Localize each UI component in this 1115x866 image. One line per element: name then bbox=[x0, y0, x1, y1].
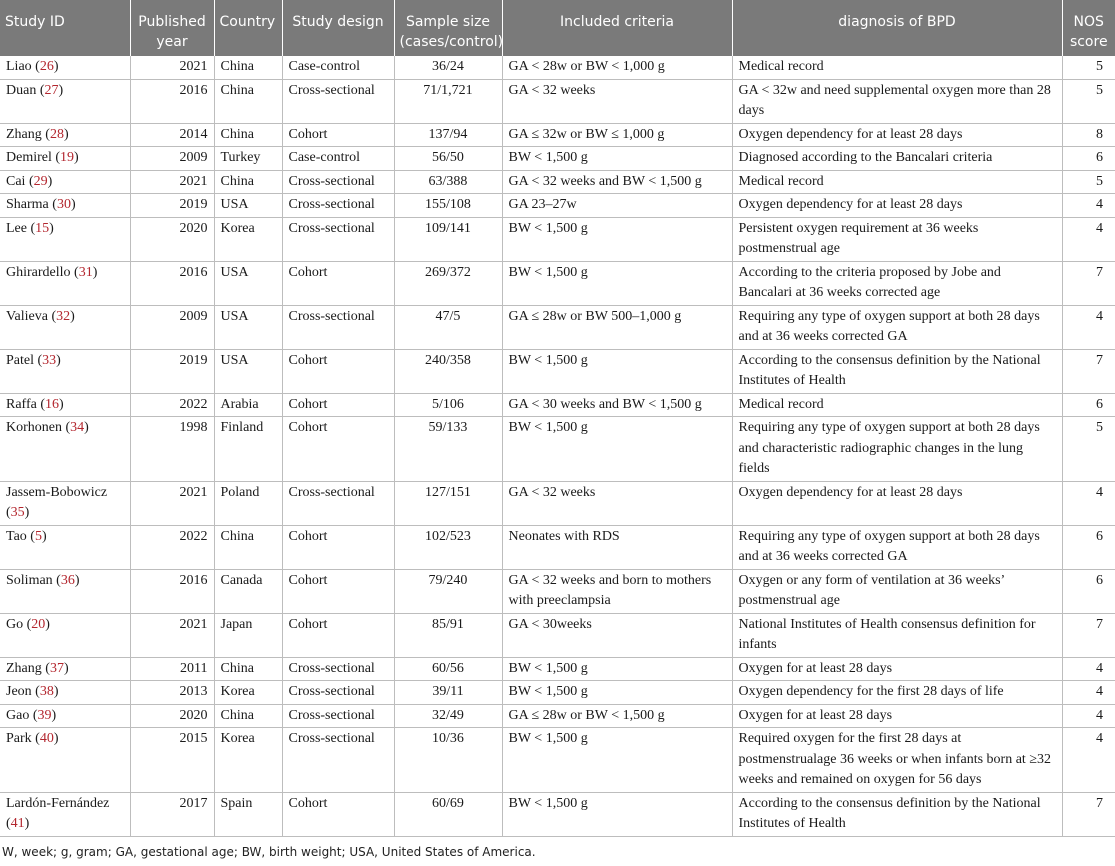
cell-published-year: 2009 bbox=[130, 305, 214, 349]
cell-included-criteria: GA < 32 weeks bbox=[502, 79, 732, 123]
table-row bbox=[0, 569, 1115, 613]
cell-diagnosis: Medical record bbox=[732, 170, 1062, 194]
cell-sample-size: 137/94 bbox=[394, 123, 502, 147]
cell-country: USA bbox=[214, 194, 282, 218]
cell-study-id: Duan (27) bbox=[0, 79, 130, 123]
cell-included-criteria: BW < 1,500 g bbox=[502, 728, 732, 793]
cell-country: Japan bbox=[214, 613, 282, 657]
cell-country: Spain bbox=[214, 792, 282, 836]
header-included-criteria: Included criteria bbox=[502, 0, 732, 56]
cell-included-criteria: GA < 30 weeks and BW < 1,500 g bbox=[502, 393, 732, 417]
cell-diagnosis: Required oxygen for the first 28 days at postmenstrualage 36 weeks or when infants born at ≥32 weeks and remained on oxygen for 56 days bbox=[732, 728, 1062, 793]
cell-diagnosis: Diagnosed according to the Bancalari criteria bbox=[732, 147, 1062, 171]
study-author: Patel bbox=[6, 352, 34, 368]
table-row bbox=[0, 393, 1115, 417]
cell-nos-score: 4 bbox=[1062, 681, 1115, 705]
cell-study-id: Cai (29) bbox=[0, 170, 130, 194]
cell-sample-size: 10/36 bbox=[394, 728, 502, 793]
cell-sample-size: 240/358 bbox=[394, 349, 502, 393]
cell-included-criteria: BW < 1,500 g bbox=[502, 217, 732, 261]
cell-study-design: Cross-sectional bbox=[282, 305, 394, 349]
table-row bbox=[0, 704, 1115, 728]
cell-country: China bbox=[214, 657, 282, 681]
reference-link[interactable]: 41 bbox=[10, 816, 25, 831]
cell-diagnosis: Persistent oxygen requirement at 36 weeks postmenstrual age bbox=[732, 217, 1062, 261]
cell-country: Korea bbox=[214, 217, 282, 261]
study-author: Valieva bbox=[6, 308, 48, 324]
cell-study-id: Jassem-Bobowicz (35) bbox=[0, 481, 130, 525]
cell-published-year: 2014 bbox=[130, 123, 214, 147]
cell-country: China bbox=[214, 123, 282, 147]
header-diagnosis: diagnosis of BPD bbox=[732, 0, 1062, 56]
study-author: Tao bbox=[6, 528, 27, 544]
header-nos-score: NOS score bbox=[1062, 0, 1115, 56]
reference-link[interactable]: 27 bbox=[44, 82, 59, 98]
cell-study-id: Valieva (32) bbox=[0, 305, 130, 349]
cell-study-design: Cross-sectional bbox=[282, 704, 394, 728]
study-author: Raffa bbox=[6, 396, 37, 412]
cell-included-criteria: GA ≤ 28w or BW 500–1,000 g bbox=[502, 305, 732, 349]
cell-nos-score: 4 bbox=[1062, 481, 1115, 525]
study-author: Jeon bbox=[6, 684, 32, 699]
cell-sample-size: 155/108 bbox=[394, 194, 502, 218]
reference-link[interactable]: 33 bbox=[42, 352, 57, 368]
table-row bbox=[0, 525, 1115, 569]
cell-included-criteria: GA < 28w or BW < 1,000 g bbox=[502, 56, 732, 79]
table-row bbox=[0, 728, 1115, 793]
table-row bbox=[0, 417, 1115, 482]
cell-diagnosis: Oxygen dependency for at least 28 days bbox=[732, 123, 1062, 147]
cell-study-design: Cross-sectional bbox=[282, 728, 394, 793]
table-row bbox=[0, 79, 1115, 123]
study-author: Liao bbox=[6, 59, 32, 74]
cell-country: China bbox=[214, 704, 282, 728]
cell-diagnosis: According to the consensus definition by the National Institutes of Health bbox=[732, 792, 1062, 836]
study-author: Sharma bbox=[6, 197, 49, 212]
study-author: Lee bbox=[6, 220, 27, 236]
reference-link[interactable]: 20 bbox=[31, 616, 46, 632]
reference-link[interactable]: 36 bbox=[60, 572, 75, 588]
reference-link[interactable]: 30 bbox=[56, 197, 71, 212]
cell-sample-size: 59/133 bbox=[394, 417, 502, 482]
cell-nos-score: 7 bbox=[1062, 349, 1115, 393]
cell-diagnosis: Requiring any type of oxygen support at both 28 days and at 36 weeks corrected GA bbox=[732, 525, 1062, 569]
cell-diagnosis: Requiring any type of oxygen support at both 28 days and at 36 weeks corrected GA bbox=[732, 305, 1062, 349]
cell-study-design: Cross-sectional bbox=[282, 170, 394, 194]
reference-link[interactable]: 5 bbox=[34, 528, 42, 544]
cell-country: Turkey bbox=[214, 147, 282, 171]
study-author: Lardón-Fernández bbox=[6, 795, 110, 811]
cell-nos-score: 7 bbox=[1062, 792, 1115, 836]
reference-link[interactable]: 16 bbox=[45, 396, 60, 412]
cell-study-design: Cross-sectional bbox=[282, 681, 394, 705]
table-row bbox=[0, 56, 1115, 79]
cell-study-design: Cross-sectional bbox=[282, 79, 394, 123]
cell-country: China bbox=[214, 170, 282, 194]
reference-link[interactable]: 34 bbox=[70, 420, 85, 435]
cell-study-design: Case-control bbox=[282, 56, 394, 79]
cell-included-criteria: BW < 1,500 g bbox=[502, 417, 732, 482]
cell-diagnosis: Oxygen dependency for at least 28 days bbox=[732, 194, 1062, 218]
cell-sample-size: 269/372 bbox=[394, 261, 502, 305]
cell-included-criteria: GA < 32 weeks and born to mothers with preeclampsia bbox=[502, 569, 732, 613]
cell-study-id: Gao (39) bbox=[0, 704, 130, 728]
cell-included-criteria: GA ≤ 28w or BW < 1,500 g bbox=[502, 704, 732, 728]
cell-published-year: 2022 bbox=[130, 393, 214, 417]
cell-nos-score: 6 bbox=[1062, 569, 1115, 613]
cell-included-criteria: GA ≤ 32w or BW ≤ 1,000 g bbox=[502, 123, 732, 147]
study-author: Zhang bbox=[6, 660, 42, 676]
study-author: Zhang bbox=[6, 126, 42, 142]
cell-nos-score: 4 bbox=[1062, 728, 1115, 793]
cell-study-design: Cohort bbox=[282, 417, 394, 482]
cell-study-design: Cross-sectional bbox=[282, 481, 394, 525]
cell-published-year: 2016 bbox=[130, 261, 214, 305]
cell-diagnosis: Oxygen for at least 28 days bbox=[732, 657, 1062, 681]
cell-study-design: Cross-sectional bbox=[282, 657, 394, 681]
cell-study-id: Patel (33) bbox=[0, 349, 130, 393]
table-row bbox=[0, 613, 1115, 657]
cell-diagnosis: According to the criteria proposed by Jobe and Bancalari at 36 weeks corrected age bbox=[732, 261, 1062, 305]
cell-published-year: 2017 bbox=[130, 792, 214, 836]
study-author: Demirel bbox=[6, 150, 52, 165]
table-row bbox=[0, 194, 1115, 218]
cell-sample-size: 60/56 bbox=[394, 657, 502, 681]
reference-link[interactable]: 38 bbox=[39, 684, 54, 699]
study-author: Park bbox=[6, 731, 32, 746]
cell-published-year: 2021 bbox=[130, 170, 214, 194]
table-row bbox=[0, 147, 1115, 171]
cell-nos-score: 4 bbox=[1062, 194, 1115, 218]
reference-link[interactable]: 37 bbox=[49, 660, 64, 676]
cell-published-year: 2021 bbox=[130, 481, 214, 525]
cell-country: Korea bbox=[214, 728, 282, 793]
cell-country: USA bbox=[214, 261, 282, 305]
cell-sample-size: 36/24 bbox=[394, 56, 502, 79]
cell-published-year: 2022 bbox=[130, 525, 214, 569]
study-author: Cai bbox=[6, 173, 26, 189]
cell-country: Finland bbox=[214, 417, 282, 482]
table-row bbox=[0, 217, 1115, 261]
cell-study-id: Zhang (37) bbox=[0, 657, 130, 681]
header-study-design: Study design bbox=[282, 0, 394, 56]
cell-study-id: Lee (15) bbox=[0, 217, 130, 261]
reference-link[interactable]: 19 bbox=[60, 150, 75, 165]
cell-nos-score: 5 bbox=[1062, 79, 1115, 123]
cell-published-year: 2015 bbox=[130, 728, 214, 793]
cell-diagnosis: Medical record bbox=[732, 56, 1062, 79]
cell-sample-size: 47/5 bbox=[394, 305, 502, 349]
cell-study-id: Liao (26) bbox=[0, 56, 130, 79]
reference-link[interactable]: 39 bbox=[37, 707, 52, 723]
header-row bbox=[0, 0, 1115, 56]
cell-study-id: Korhonen (34) bbox=[0, 417, 130, 482]
cell-nos-score: 7 bbox=[1062, 613, 1115, 657]
cell-study-design: Cohort bbox=[282, 792, 394, 836]
cell-included-criteria: GA < 30weeks bbox=[502, 613, 732, 657]
cell-country: Canada bbox=[214, 569, 282, 613]
cell-included-criteria: BW < 1,500 g bbox=[502, 261, 732, 305]
study-author: Ghirardello bbox=[6, 264, 71, 280]
cell-country: Korea bbox=[214, 681, 282, 705]
header-study-id: Study ID bbox=[0, 0, 130, 56]
cell-published-year: 2019 bbox=[130, 194, 214, 218]
cell-country: USA bbox=[214, 305, 282, 349]
cell-sample-size: 32/49 bbox=[394, 704, 502, 728]
cell-published-year: 2013 bbox=[130, 681, 214, 705]
cell-sample-size: 5/106 bbox=[394, 393, 502, 417]
cell-diagnosis: Oxygen for at least 28 days bbox=[732, 704, 1062, 728]
cell-study-id: Sharma (30) bbox=[0, 194, 130, 218]
cell-study-id: Soliman (36) bbox=[0, 569, 130, 613]
cell-study-id: Jeon (38) bbox=[0, 681, 130, 705]
header-published-year: Published year bbox=[130, 0, 214, 56]
study-author: Go bbox=[6, 616, 24, 632]
cell-published-year: 2020 bbox=[130, 217, 214, 261]
study-author: Korhonen bbox=[6, 420, 62, 435]
header-country: Country bbox=[214, 0, 282, 56]
reference-link[interactable]: 31 bbox=[78, 264, 93, 280]
reference-link[interactable]: 29 bbox=[33, 173, 48, 189]
cell-nos-score: 6 bbox=[1062, 393, 1115, 417]
cell-sample-size: 63/388 bbox=[394, 170, 502, 194]
cell-included-criteria: Neonates with RDS bbox=[502, 525, 732, 569]
cell-nos-score: 5 bbox=[1062, 56, 1115, 79]
cell-study-design: Cohort bbox=[282, 613, 394, 657]
study-author: Soliman bbox=[6, 572, 53, 588]
cell-included-criteria: BW < 1,500 g bbox=[502, 147, 732, 171]
cell-study-id: Tao (5) bbox=[0, 525, 130, 569]
cell-diagnosis: GA < 32w and need supplemental oxygen more than 28 days bbox=[732, 79, 1062, 123]
cell-published-year: 2020 bbox=[130, 704, 214, 728]
table-body bbox=[0, 56, 1115, 836]
cell-study-id: Lardón-Fernández (41) bbox=[0, 792, 130, 836]
cell-study-design: Cross-sectional bbox=[282, 194, 394, 218]
cell-study-design: Cohort bbox=[282, 123, 394, 147]
cell-included-criteria: GA 23–27w bbox=[502, 194, 732, 218]
cell-sample-size: 79/240 bbox=[394, 569, 502, 613]
cell-study-design: Cohort bbox=[282, 349, 394, 393]
cell-study-design: Cohort bbox=[282, 393, 394, 417]
cell-study-id: Park (40) bbox=[0, 728, 130, 793]
cell-sample-size: 71/1,721 bbox=[394, 79, 502, 123]
cell-diagnosis: Oxygen dependency for at least 28 days bbox=[732, 481, 1062, 525]
table-footnote: W, week; g, gram; GA, gestational age; BW, birth weight; USA, United States of America. bbox=[2, 844, 536, 859]
cell-diagnosis: Oxygen dependency for the first 28 days of life bbox=[732, 681, 1062, 705]
study-author: Jassem-Bobowicz bbox=[6, 484, 108, 500]
cell-published-year: 2016 bbox=[130, 569, 214, 613]
reference-link[interactable]: 35 bbox=[10, 505, 25, 520]
cell-published-year: 2021 bbox=[130, 56, 214, 79]
reference-link[interactable]: 28 bbox=[49, 126, 64, 142]
cell-diagnosis: National Institutes of Health consensus definition for infants bbox=[732, 613, 1062, 657]
reference-link[interactable]: 40 bbox=[39, 731, 54, 746]
cell-included-criteria: BW < 1,500 g bbox=[502, 657, 732, 681]
cell-nos-score: 5 bbox=[1062, 170, 1115, 194]
cell-country: Arabia bbox=[214, 393, 282, 417]
reference-link[interactable]: 15 bbox=[35, 220, 50, 236]
cell-study-id: Demirel (19) bbox=[0, 147, 130, 171]
cell-study-design: Cohort bbox=[282, 569, 394, 613]
table-row bbox=[0, 657, 1115, 681]
cell-country: USA bbox=[214, 349, 282, 393]
study-author: Duan bbox=[6, 82, 37, 98]
cell-included-criteria: GA < 32 weeks and BW < 1,500 g bbox=[502, 170, 732, 194]
cell-published-year: 1998 bbox=[130, 417, 214, 482]
cell-country: China bbox=[214, 525, 282, 569]
header-sample-size: Sample size (cases/control) bbox=[394, 0, 502, 56]
table-row bbox=[0, 349, 1115, 393]
cell-published-year: 2021 bbox=[130, 613, 214, 657]
table-row bbox=[0, 305, 1115, 349]
cell-nos-score: 4 bbox=[1062, 217, 1115, 261]
cell-included-criteria: GA < 32 weeks bbox=[502, 481, 732, 525]
cell-sample-size: 127/151 bbox=[394, 481, 502, 525]
cell-published-year: 2019 bbox=[130, 349, 214, 393]
cell-study-design: Cohort bbox=[282, 261, 394, 305]
cell-diagnosis: Oxygen or any form of ventilation at 36 weeks’ postmenstrual age bbox=[732, 569, 1062, 613]
cell-nos-score: 6 bbox=[1062, 525, 1115, 569]
cell-sample-size: 56/50 bbox=[394, 147, 502, 171]
cell-sample-size: 109/141 bbox=[394, 217, 502, 261]
cell-country: China bbox=[214, 56, 282, 79]
cell-sample-size: 85/91 bbox=[394, 613, 502, 657]
cell-sample-size: 39/11 bbox=[394, 681, 502, 705]
table-row bbox=[0, 123, 1115, 147]
cell-nos-score: 4 bbox=[1062, 657, 1115, 681]
cell-study-design: Cross-sectional bbox=[282, 217, 394, 261]
table-row bbox=[0, 792, 1115, 836]
study-author: Gao bbox=[6, 707, 30, 723]
cell-study-id: Raffa (16) bbox=[0, 393, 130, 417]
cell-sample-size: 60/69 bbox=[394, 792, 502, 836]
reference-link[interactable]: 26 bbox=[39, 59, 54, 74]
cell-included-criteria: BW < 1,500 g bbox=[502, 792, 732, 836]
cell-study-id: Zhang (28) bbox=[0, 123, 130, 147]
cell-study-id: Ghirardello (31) bbox=[0, 261, 130, 305]
table-row bbox=[0, 261, 1115, 305]
cell-published-year: 2009 bbox=[130, 147, 214, 171]
cell-nos-score: 4 bbox=[1062, 704, 1115, 728]
table-row bbox=[0, 170, 1115, 194]
cell-country: China bbox=[214, 79, 282, 123]
cell-sample-size: 102/523 bbox=[394, 525, 502, 569]
cell-nos-score: 6 bbox=[1062, 147, 1115, 171]
cell-published-year: 2011 bbox=[130, 657, 214, 681]
cell-included-criteria: BW < 1,500 g bbox=[502, 681, 732, 705]
cell-study-design: Cohort bbox=[282, 525, 394, 569]
cell-diagnosis: Medical record bbox=[732, 393, 1062, 417]
cell-published-year: 2016 bbox=[130, 79, 214, 123]
cell-nos-score: 5 bbox=[1062, 417, 1115, 482]
cell-nos-score: 7 bbox=[1062, 261, 1115, 305]
reference-link[interactable]: 32 bbox=[56, 308, 71, 324]
cell-nos-score: 8 bbox=[1062, 123, 1115, 147]
cell-country: Poland bbox=[214, 481, 282, 525]
cell-diagnosis: Requiring any type of oxygen support at both 28 days and characteristic radiographic changes in the lung fields bbox=[732, 417, 1062, 482]
table-row bbox=[0, 481, 1115, 525]
cell-diagnosis: According to the consensus definition by the National Institutes of Health bbox=[732, 349, 1062, 393]
cell-included-criteria: BW < 1,500 g bbox=[502, 349, 732, 393]
cell-nos-score: 4 bbox=[1062, 305, 1115, 349]
cell-study-design: Case-control bbox=[282, 147, 394, 171]
cell-study-id: Go (20) bbox=[0, 613, 130, 657]
table-row bbox=[0, 681, 1115, 705]
